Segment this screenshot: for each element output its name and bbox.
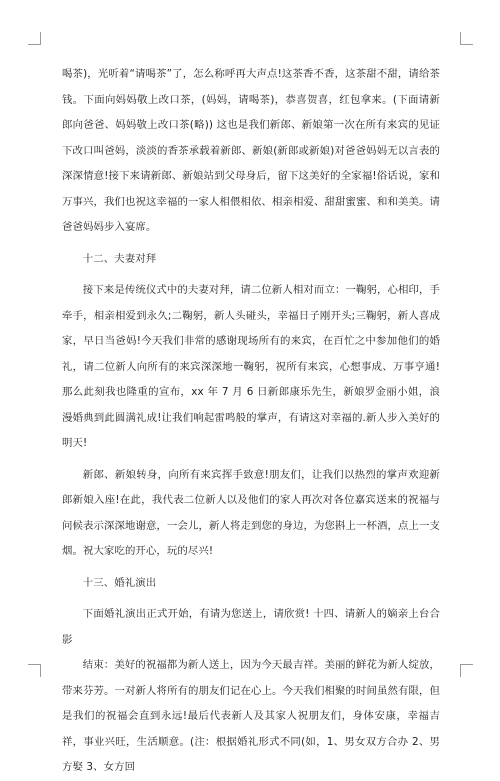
paragraph-thanks-guests: 新郎、新娘转身，向所有来宾挥手致意!朋友们，让我们以热烈的掌声欢迎新郎新娘入座!在此，我代表二位新人以及他们的家人再次对各位嘉宾送来的祝福与问候表示深深地谢意，一会儿，新人将走到您的身边，为您斟上一杯酒，点上一支烟。祝大家吃的开心，玩的尽兴! <box>62 468 440 557</box>
paragraph-closing: 结束：美好的祝福都为新人送上，因为今天最吉祥。美丽的鲜花为新人绽放，带来芬芳。一对新人将所有的朋友们记在心上。今天我们相聚的时间虽然有限，但是我们的祝福会直到永远!最后代表新人及其家人祝朋友们，身体安康，幸福吉祥，事业兴旺，生活顺意。(注：根据婚礼形式不同(如，1、男女双方合办 2、男方娶 3、女方回 <box>62 659 440 773</box>
crop-mark-bottom-right <box>460 664 473 677</box>
paragraph-couple-bow: 接下来是传统仪式中的夫妻对拜，请二位新人相对而立：一鞠躬，心相印，手牵手，相亲相爱到永久;二鞠躬，新人头碰头，幸福日子刚开头;三鞠躬，新人喜成家，早日当爸妈!今天我们非常的感谢现场所有的来宾，在百忙之中参加他们的婚礼，请二位新人向所有的来宾深深地一鞠躬，祝所有来宾，心想事成、万事亨通!那么此刻我也隆重的宣布，xx 年 7 月 6 日新郎康乐先生，新娘罗金丽小姐，浪漫婚典到此圆满礼成!让我们响起雷鸣般的掌声，有请这对幸福的.新人步入美好的明天! <box>62 284 440 449</box>
section-heading-performance: 十三、婚礼演出 <box>82 576 157 589</box>
document-page-body <box>62 62 440 781</box>
crop-mark-top-right <box>460 32 473 45</box>
paragraph-performance: 下面婚礼演出正式开始，有请为您送上，请欣赏! 十四、请新人的嫡亲上台合影 <box>62 608 440 646</box>
paragraph-tea-ceremony: 喝茶)，光听着“请喝茶”了，怎么称呼再大声点!这茶香不香，这茶甜不甜，请给茶钱。下面向妈妈敬上改口茶，(妈妈，请喝茶)，恭喜贺喜，红包拿来。(下面请新郎向爸爸、妈妈敬上改口茶(略)) 这也是我们新郎、新娘第一次在所有来宾的见证下改口叫爸妈，淡淡的香茶承载着新郎、新娘(新郎或新娘)对爸爸妈妈无以言表的深深情意!接下来请新郎、新娘站到父母身后，留下这美好的全家福!俗话说，家和万事兴，我们也祝这幸福的一家人相偎相依、相亲相爱、甜甜蜜蜜、和和美美。请爸爸妈妈步入宴席。 <box>62 68 440 233</box>
section-heading-couple-bow: 十二、夫妻对拜 <box>82 252 157 265</box>
crop-mark-bottom-left <box>28 664 41 677</box>
crop-mark-top-left <box>28 32 41 45</box>
